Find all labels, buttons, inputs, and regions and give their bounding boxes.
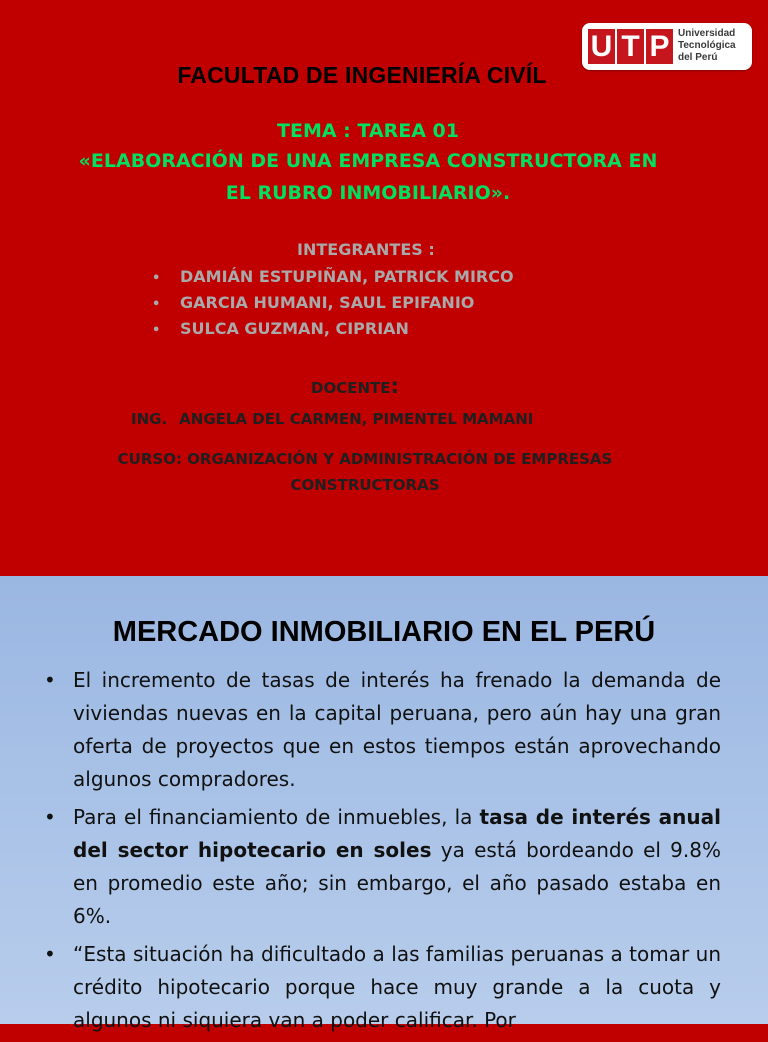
slide-title: MERCADO INMOBILIARIO EN EL PERÚ [112, 616, 656, 648]
logo-text-line: Tecnológica [678, 40, 736, 51]
logo-letter-t: T [617, 29, 644, 64]
curso-line2: CONSTRUCTORAS [290, 476, 440, 494]
bullet-icon: • [152, 271, 161, 286]
bullet-text-before: Para el financiamiento de inmuebles, la [73, 805, 480, 829]
bullet-text-bold: tasa de interés anual del sector hipotecario en soles [73, 805, 721, 862]
bullet-icon: • [152, 297, 161, 312]
member-name: SULCA GUZMAN, CIPRIAN [180, 319, 409, 338]
bullet-icon: • [152, 323, 161, 338]
member-item [152, 293, 474, 312]
member-item [152, 319, 409, 338]
bullet-list [44, 664, 721, 1042]
bullet-icon: • [44, 668, 56, 692]
bullet-icon: • [44, 805, 56, 829]
bullet-item [44, 664, 721, 796]
bullet-text-after: ya está bordeando el 9.8% en promedio este año; sin embargo, el año pasado estaba en 6%. [73, 838, 721, 928]
bullet-text: El incremento de tasas de interés ha frenado la demanda de viviendas nuevas en la capital peruana, pero aún hay una gran oferta de proyectos que en estos tiempos están aprovechando algunos compradores. [73, 668, 721, 791]
docente-colon: : [390, 374, 399, 398]
market-slide [0, 576, 768, 1032]
bullet-item [44, 801, 721, 933]
logo-text-line: del Perú [678, 52, 718, 63]
docente-label [311, 374, 399, 398]
logo-letter-u: U [588, 29, 615, 64]
docente-prefix: ING. [131, 410, 168, 428]
tema-title-line2: EL RUBRO INMOBILIARIO». [225, 182, 511, 204]
logo-text-line: Universidad [678, 28, 736, 39]
bullet-text: “Esta situación ha dificultado a las familias peruanas a tomar un crédito hipotecario porque hace muy grande a la cuota y algunos ni siquiera van a poder calificar. Por [73, 942, 721, 1032]
faculty-heading: FACULTAD DE INGENIERÍA CIVÍL [177, 62, 547, 88]
docente-label-text: DOCENTE [311, 379, 391, 397]
integrantes-label: INTEGRANTES : [297, 240, 435, 259]
bullet-icon: • [44, 942, 56, 966]
tema-title-line1: «ELABORACIÓN DE UNA EMPRESA CONSTRUCTORA EN [78, 150, 658, 172]
member-item [152, 267, 514, 286]
tema-line: TEMA : TAREA 01 [277, 120, 459, 142]
docente-fullname: ANGELA DEL CARMEN, PIMENTEL MAMANI [179, 410, 534, 428]
logo-letter-p: P [646, 29, 673, 64]
docente-name [131, 410, 533, 428]
curso-line1: CURSO: ORGANIZACIÓN Y ADMINISTRACIÓN DE EMPRESAS [117, 450, 613, 468]
member-name: GARCIA HUMANI, SAUL EPIFANIO [180, 293, 475, 312]
logo-text [678, 28, 736, 64]
bullet-item [44, 938, 721, 1037]
member-name: DAMIÁN ESTUPIÑAN, PATRICK MIRCO [180, 267, 514, 286]
